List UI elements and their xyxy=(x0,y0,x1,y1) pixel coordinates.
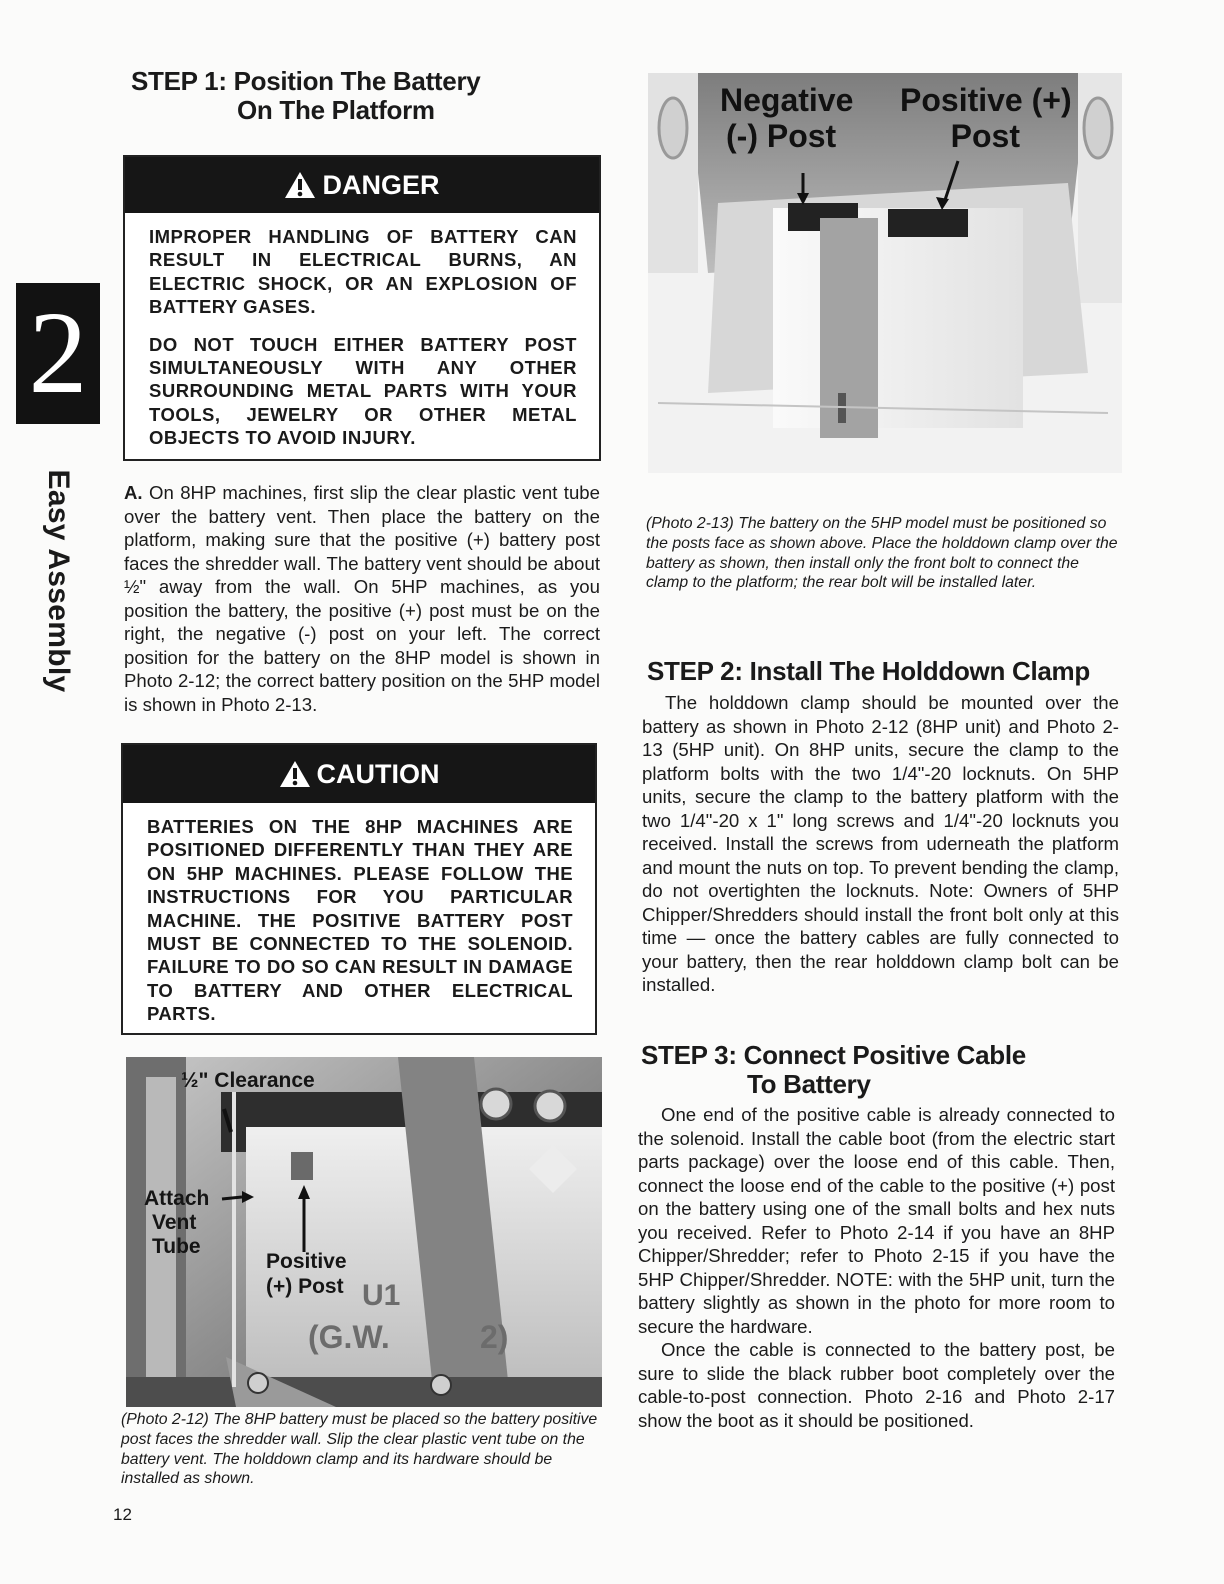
label-positive-5hp-line2: Post xyxy=(950,118,1020,154)
paragraph-a-text: On 8HP machines, first slip the clear plastic vent tube over the battery vent. Then place the battery on the platform, making sure that the positive (+) battery post faces the shredder wall. The battery vent should be about ½" away from the wall. On 5HP machines, as you position the battery, the positive (+) post must be on the right, the negative (-) post on your left. The correct position for the battery on the 8HP model is shown in Photo 2-12; the correct battery position on the 5HP model is shown in Photo 2-13. xyxy=(124,482,600,715)
photo-label-negative-post xyxy=(720,82,853,154)
step2-title: STEP 2: Install The Holddown Clamp xyxy=(647,656,1090,686)
battery-text-2: 2) xyxy=(480,1319,509,1355)
chapter-label xyxy=(38,455,75,705)
danger-box xyxy=(123,155,601,461)
warning-triangle-icon xyxy=(284,171,316,199)
warning-triangle-icon xyxy=(279,760,311,788)
caution-box xyxy=(121,743,597,1035)
photo-2-13 xyxy=(648,73,1122,473)
photo-label-clearance: ½" Clearance xyxy=(181,1069,315,1092)
caution-heading: CAUTION xyxy=(316,758,440,789)
photo-2-12-caption: (Photo 2-12) The 8HP battery must be placed so the battery positive post faces the shredder wall. Slip the clear plastic vent tube on the battery vent. The holddown clamp and its hardware should be installed as shown. xyxy=(121,1411,598,1488)
step2-instructions xyxy=(642,691,1119,997)
chapter-tab xyxy=(16,283,100,424)
step3-title-line2: To Battery xyxy=(747,1069,871,1099)
step3-instructions xyxy=(638,1103,1115,1432)
label-negative-line1: Negative xyxy=(720,82,854,118)
danger-paragraph-1: IMPROPER HANDLING OF BATTERY CAN RESULT IN ELECTRICAL BURNS, AN ELECTRIC SHOCK, OR AN EXPLOSION OF BATTERY GASES. xyxy=(149,226,577,318)
caution-text: BATTERIES ON THE 8HP MACHINES ARE POSITIONED DIFFERENTLY THAN THEY ARE ON 5HP MACHINES. PLEASE FOLLOW THE INSTRUCTIONS FOR YOU PARTICULAR MACHINE. THE POSITIVE BATTERY POST MUST BE CONNECTED TO THE SOLENOID. FAILURE TO DO SO CAN RESULT IN DAMAGE TO BATTERY AND OTHER ELECTRICAL PARTS. xyxy=(147,816,573,1025)
label-negative-line2: (-) Post xyxy=(726,118,837,154)
danger-header xyxy=(125,157,599,213)
photo-2-12 xyxy=(126,1057,602,1407)
photo-label-positive-post-5hp xyxy=(900,82,1070,154)
step3-paragraph-2: Once the cable is connected to the battery post, be sure to slide the black rubber boot completely over the cable-to-post connection. Photo 2-16 and Photo 2-17 show the boot as it should be positioned. xyxy=(638,1339,1115,1431)
danger-heading: DANGER xyxy=(322,169,440,200)
danger-paragraph-2: DO NOT TOUCH EITHER BATTERY POST SIMULTANEOUSLY WITH ANY OTHER SURROUNDING METAL PARTS WITH YOUR TOOLS, JEWELRY OR OTHER METAL OBJECTS TO AVOID INJURY. xyxy=(149,333,577,449)
page-number: 12 xyxy=(113,1505,132,1524)
step1-title-line2: On The Platform xyxy=(237,95,435,125)
paragraph-a-label: A. xyxy=(124,482,143,503)
label-positive-line2: (+) Post xyxy=(266,1275,344,1298)
label-attach-line2: Vent xyxy=(152,1211,197,1234)
step2-text: The holddown clamp should be mounted over the battery as shown in Photo 2-12 (8HP unit) and Photo 2-13 (5HP unit). On 8HP units, secure the clamp to the platform bolts with the two 1/4"-20 locknuts. On 5HP units, secure the clamp to the battery platform with the two 1/4"-20 x 1" long screws and 1/4"-20 locknuts you received. Install the screws from uderneath the platform and mount the nuts on top. To prevent bending the clamp, do not overtighten the locknuts. Note: Owners of 5HP Chipper/Shredders should install the front bolt only at this time — once the battery cables are fully connected to your battery, then the rear holddown clamp bolt can be installed. xyxy=(642,692,1119,995)
label-attach-line3: Tube xyxy=(152,1235,201,1258)
battery-text-gw: (G.W. xyxy=(308,1319,390,1355)
chapter-label-text: Easy Assembly xyxy=(42,469,75,693)
photo-label-attach-vent-tube xyxy=(144,1187,209,1259)
step1-instructions xyxy=(124,481,600,716)
step1-title-line1: STEP 1: Position The Battery xyxy=(131,66,481,96)
battery-text-u1: U1 xyxy=(362,1279,401,1312)
caution-header xyxy=(123,745,595,803)
label-positive-5hp-line1: Positive (+) xyxy=(900,82,1072,118)
photo-label-positive-post xyxy=(266,1249,347,1299)
label-positive-line1: Positive xyxy=(266,1250,347,1273)
label-attach-line1: Attach xyxy=(144,1187,210,1210)
step3-title-line1: STEP 3: Connect Positive Cable xyxy=(641,1040,1026,1070)
chapter-number: 2 xyxy=(28,287,88,418)
photo-2-13-caption: (Photo 2-13) The battery on the 5HP model must be positioned so the posts face as shown above. Place the holddown clamp over the battery as shown, then install only the front bolt to connect the clamp to the platform; the rear bolt will be installed later. xyxy=(646,515,1118,592)
step3-paragraph-1: One end of the positive cable is already connected to the solenoid. Install the cable boot (from the electric start parts package) over the loose end of this cable. Then, connect the loose end of the cable to the positive (+) post on the battery using one of the small bolts and hex nuts you received. Refer to Photo 2-14 if you have an 8HP Chipper/Shredder; refer to Photo 2-15 if you have the 5HP Chipper/Shredder. NOTE: with the 5HP unit, turn the battery slightly as shown in the photo for more room to secure the hardware. xyxy=(638,1104,1115,1337)
